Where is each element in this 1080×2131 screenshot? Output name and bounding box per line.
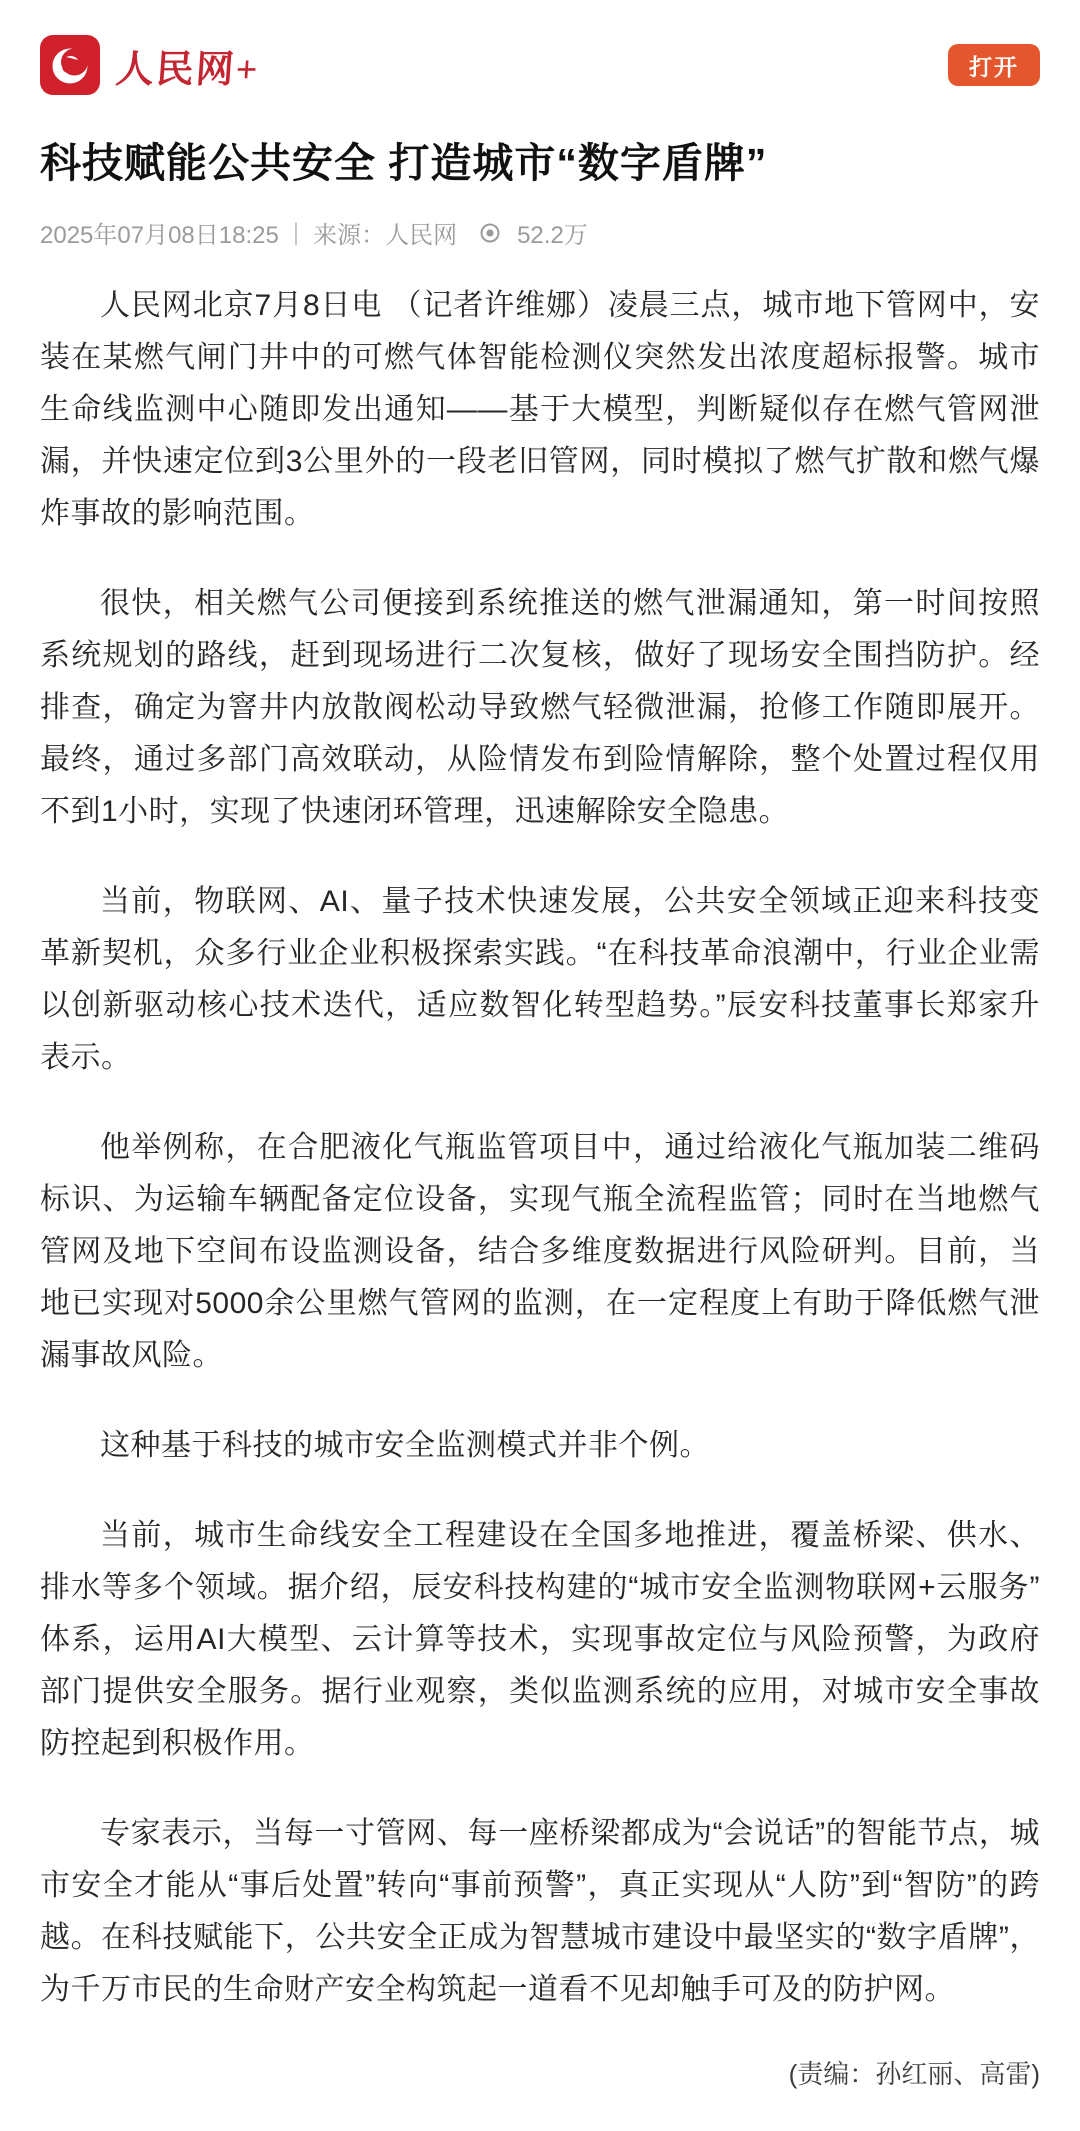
peoples-daily-logo-icon	[40, 35, 100, 95]
article-paragraph: 人民网北京7月8日电 （记者许维娜）凌晨三点，城市地下管网中，安装在某燃气闸门井中的可燃气体智能检测仪突然发出浓度超标报警。城市生命线监测中心随即发出通知——基于大模型，判断疑似存在燃气管网泄漏，并快速定位到3公里外的一段老旧管网，同时模拟了燃气扩散和燃气爆炸事故的影响范围。	[40, 289, 1040, 531]
article-paragraph: 他举例称，在合肥液化气瓶监管项目中，通过给液化气瓶加装二维码标识、为运输车辆配备定位设备，实现气瓶全流程监管；同时在当地燃气管网及地下空间布设监测设备，结合多维度数据进行风险研判。目前，当地已实现对5000余公里燃气管网的监测，在一定程度上有助于降低燃气泄漏事故风险。	[40, 1131, 1040, 1373]
brand-wordmark: 人民网+	[114, 48, 261, 91]
views-eye-icon	[475, 222, 505, 244]
article-paragraph: 当前，物联网、AI、量子技术快速发展，公共安全领域正迎来科技变革新契机，众多行业企业积极探索实践。“在科技革命浪潮中，行业企业需以创新驱动核心技术迭代，适应数智化转型趋势。”辰安科技董事长郑家升表示。	[40, 885, 1040, 1075]
article-meta	[40, 215, 1040, 250]
source-label: 来源：人民网	[313, 222, 458, 250]
article-body	[40, 280, 1040, 2016]
article-paragraph: 当前，城市生命线安全工程建设在全国多地推进，覆盖桥梁、供水、排水等多个领域。据介绍，辰安科技构建的“城市安全监测物联网+云服务”体系，运用AI大模型、云计算等技术，实现事故定位与风险预警，为政府部门提供安全服务。据行业观察，类似监测系统的应用，对城市安全事故防控起到积极作用。	[40, 1519, 1041, 1761]
editor-credit: (责编：孙红丽、高雷)	[788, 2059, 1040, 2090]
open-app-button[interactable]: 打开	[948, 44, 1040, 86]
article-paragraph: 这种基于科技的城市安全监测模式并非个例。	[100, 1429, 710, 1463]
article-paragraph: 很快，相关燃气公司便接到系统推送的燃气泄漏通知，第一时间按照系统规划的路线，赶到现场进行二次复核，做好了现场安全围挡防护。经排查，确定为窨井内放散阀松动导致燃气轻微泄漏，抢修工作随即展开。最终，通过多部门高效联动，从险情发布到险情解除，整个处置过程仅用不到1小时，实现了快速闭环管理，迅速解除安全隐患。	[40, 587, 1040, 829]
publish-date: 2025年07月08日18:25	[40, 222, 279, 250]
article-paragraph: 专家表示，当每一寸管网、每一座桥梁都成为“会说话”的智能节点，城市安全才能从“事后处置”转向“事前预警”，真正实现从“人防”到“智防”的跨越。在科技赋能下，公共安全正成为智慧城市建设中最坚实的“数字盾牌”，为千万市民的生命财产安全构筑起一道看不见却触手可及的防护网。	[40, 1817, 1040, 2007]
view-count: 52.2万	[517, 222, 588, 250]
brand	[40, 35, 260, 95]
meta-divider: |	[292, 218, 300, 246]
article-title: 科技赋能公共安全 打造城市“数字盾牌”	[40, 140, 768, 186]
app-header	[40, 0, 1040, 96]
